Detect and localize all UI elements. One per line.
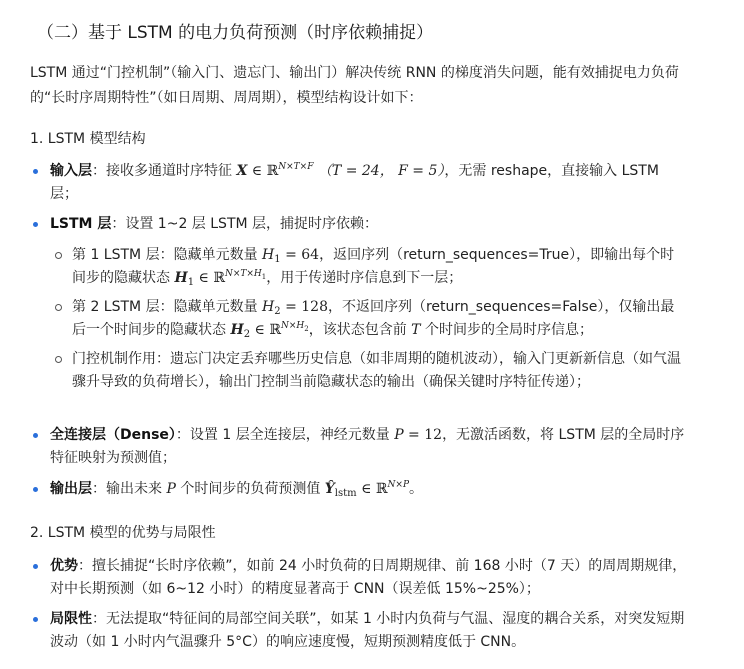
bullet-label: 全连接层（Dense）: [50, 427, 176, 443]
bullet-limitation: [50, 608, 690, 654]
math-symbol: P: [166, 481, 176, 497]
sub-text: 第 2 LSTM 层：隐藏单元数量: [72, 299, 263, 315]
bullet-text: ：擅长捕捉“长时序依赖”，如前 24 小时负荷的日周期规律、前 168 小时（7 天）的周周期规律，对中长期预测（如 6~12 小时）的精度显著高于 CNN（误差低 15%~25%）；: [50, 558, 687, 597]
math-superscript: N×H: [280, 321, 305, 331]
bullet-text: ：设置 1 层全连接层，神经元数量: [175, 427, 395, 443]
bullet-input-layer: [50, 160, 690, 206]
bullet-text: ：接收多通道时序特征: [92, 163, 237, 179]
math-symbol: H: [174, 270, 188, 286]
math-symbol: H: [262, 247, 275, 263]
math-symbol: X: [236, 163, 248, 179]
bullet-text: ：无法提取“特征间的局部空间关联”，如某 1 小时内负荷与气温、湿度的耦合关系，对突发短期波动（如 1 小时内气温骤升 5°C）的响应速度慢，短期预测精度低于 CNN。: [50, 611, 685, 650]
math-symbol: ∈ ℝ: [250, 322, 281, 338]
bullet-dot: [33, 564, 38, 569]
math-eq: = 64: [280, 247, 320, 263]
math-subscript: lstm: [334, 488, 357, 499]
math-superscript: N×P: [387, 480, 410, 490]
bullet-text: ：设置 1~2 层 LSTM 层，捕捉时序依赖：: [111, 216, 379, 232]
math-symbol: H: [262, 299, 275, 315]
bullet-text: 。: [409, 481, 424, 497]
math-symbol: ∈ ℝ: [194, 270, 225, 286]
sub-bullet-lstm-1: [72, 244, 687, 290]
bullet-text: ，无需 reshape，直接输入 LSTM 层；: [50, 163, 659, 202]
bullet-dot: [33, 487, 38, 492]
section-heading: （二）基于 LSTM 的电力负荷预测（时序依赖捕捉）: [37, 23, 434, 43]
subsection-title-pros-cons: 2. LSTM 模型的优势与局限性: [30, 525, 216, 541]
bullet-text: ：输出未来: [92, 481, 167, 497]
bullet-label: 优势: [50, 558, 78, 574]
math-symbol: P: [394, 427, 404, 443]
math-superscript-sub: 1: [261, 273, 267, 281]
math-superscript-sub: 2: [304, 325, 309, 333]
sub-text: ，返回序列（return_sequences=True），即输出每个时间步的隐藏状态: [72, 247, 675, 286]
bullet-label: 局限性: [50, 611, 92, 627]
sub-text: 门控机制作用：遗忘门决定丢弃哪些历史信息（如非周期的随机波动），输入门更新新信息（如气温骤升导致的负荷增长），输出门控制当前隐藏状态的输出（确保关键时序特征传递）；: [72, 351, 681, 390]
math-subscript: 2: [243, 329, 251, 340]
bullet-dot: [33, 617, 38, 622]
math-superscript: N×T×F: [278, 162, 314, 172]
bullet-text: 个时间步的负荷预测值: [175, 481, 325, 497]
sub-text: 第 1 LSTM 层：隐藏单元数量: [72, 247, 263, 263]
sub-text: ，用于传递时序信息到下一层；: [266, 270, 463, 286]
bullet-label: 输出层: [50, 481, 92, 497]
math-symbol: ∈ ℝ: [247, 163, 279, 179]
bullet-dot: [33, 433, 38, 438]
math-params: （T = 24， F = 5）: [317, 163, 445, 179]
bullet-output-layer: [50, 478, 690, 501]
math-eq: = 12: [403, 427, 443, 443]
math-subscript: 1: [274, 254, 281, 265]
bullet-dot: [33, 169, 38, 174]
math-symbol: H: [230, 322, 244, 338]
math-symbol: ∈ ℝ: [356, 481, 388, 497]
subsection-title-structure: 1. LSTM 模型结构: [30, 131, 146, 147]
intro-paragraph: LSTM 通过“门控机制”（输入门、遗忘门、输出门）解决传统 RNN 的梯度消失问题，能有效捕捉电力负荷的“长时序周期特性”（如日周期、周周期），模型结构设计如下：: [30, 65, 679, 106]
bullet-dense-layer: [50, 424, 690, 470]
bullet-label: 输入层: [50, 163, 92, 179]
math-symbol: Ŷ: [324, 481, 335, 497]
bullet-dot: [33, 222, 38, 227]
sub-text: ，不返回序列（return_sequences=False），仅输出最后一个时间步的隐藏状态: [72, 299, 675, 338]
math-eq: = 128: [280, 299, 328, 315]
sub-text: ，该状态包含前: [308, 322, 412, 338]
sub-bullet-ring: [55, 252, 62, 259]
math-superscript: N×T×H: [224, 269, 262, 279]
math-symbol: T: [411, 322, 421, 338]
bullet-advantage: [50, 555, 690, 601]
math-subscript: 2: [274, 306, 281, 317]
sub-bullet-ring: [55, 356, 62, 363]
bullet-label: LSTM 层: [50, 216, 112, 232]
sub-bullet-gating: [72, 348, 687, 394]
bullet-text: ，无激活函数，将 LSTM 层的全局时序特征映射为预测值；: [50, 427, 685, 466]
sub-bullet-ring: [55, 304, 62, 311]
sub-text: 个时间步的全局时序信息；: [420, 322, 593, 338]
bullet-lstm-layer: [50, 213, 690, 236]
sub-bullet-lstm-2: [72, 296, 687, 342]
math-subscript: 1: [187, 277, 195, 288]
